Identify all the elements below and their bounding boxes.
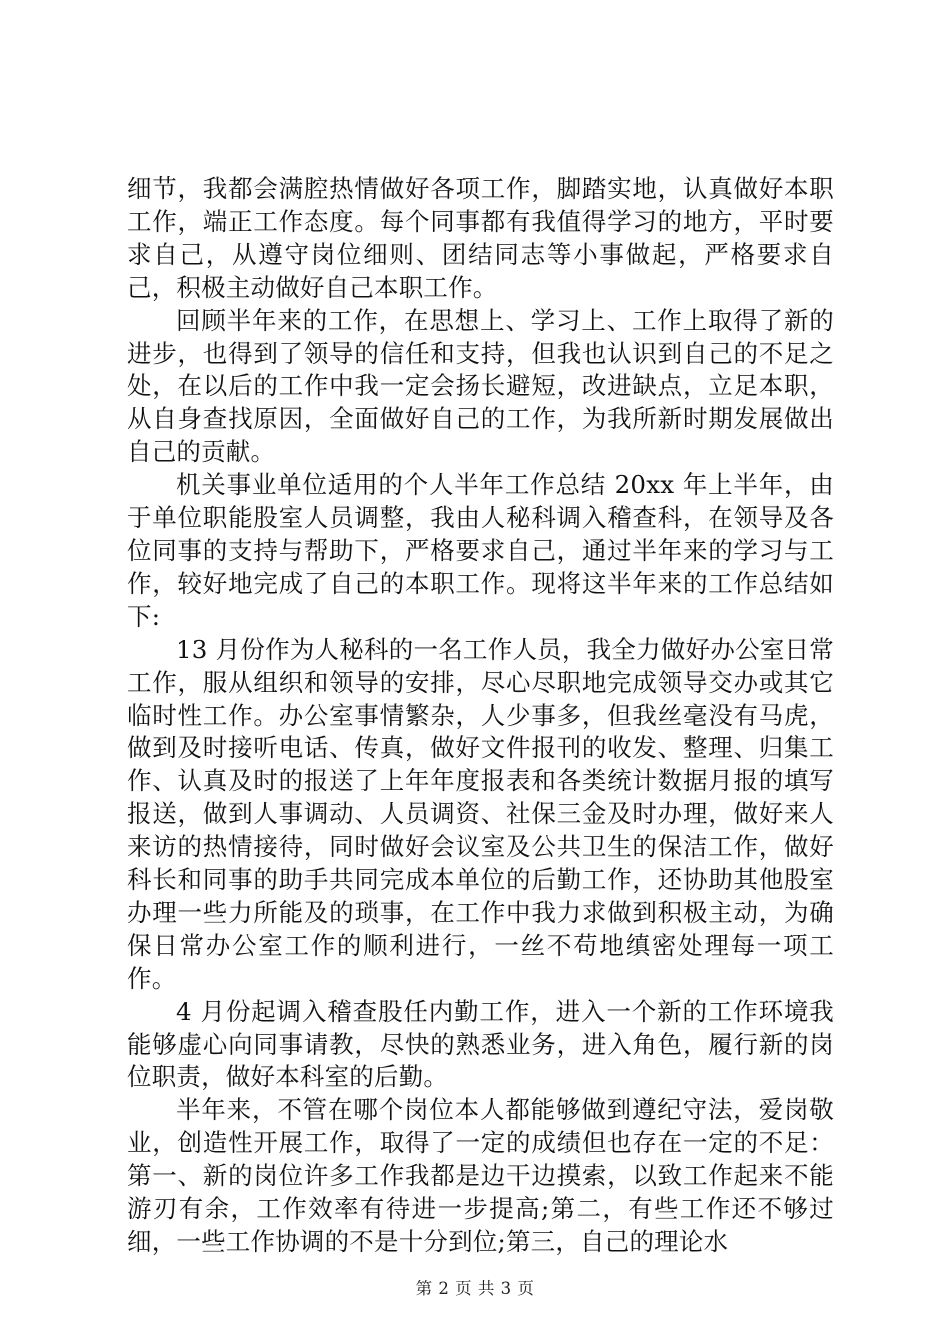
document-body [127, 173, 834, 1259]
paragraph-3: 机关事业单位适用的个人半年工作总结 20xx 年上半年，由于单位职能股室人员调整，我由人秘科调入稽查科，在领导及各位同事的支持与帮助下，严格要求自己，通过半年来的学习与工作，较好地完成了自己的本职工作。现将这半年来的工作总结如下: [127, 470, 834, 631]
paragraph-2: 回顾半年来的工作，在思想上、学习上、工作上取得了新的进步，也得到了领导的信任和支持，但我也认识到自己的不足之处，在以后的工作中我一定会扬长避短，改进缺点，立足本职，从自身查找原因，全面做好自己的工作，为我所新时期发展做出自己的贡献。 [127, 305, 834, 467]
page-number-footer: 第 2 页 共 3 页 [415, 1279, 535, 1298]
paragraph-1: 细节，我都会满腔热情做好各项工作，脚踏实地，认真做好本职工作，端正工作态度。每个同事都有我值得学习的地方，平时要求自己，从遵守岗位细则、团结同志等小事做起，严格要求自己，积极主动做好自己本职工作。 [127, 174, 834, 302]
paragraph-6: 半年来，不管在哪个岗位本人都能够做到遵纪守法，爱岗敬业，创造性开展工作，取得了一定的成绩但也存在一定的不足：第一、新的岗位许多工作我都是边干边摸索，以致工作起来不能游刃有余，工作效率有待进一步提高;第二，有些工作还不够过细，一些工作协调的不是十分到位;第三，自己的理论水 [127, 1095, 834, 1256]
paragraph-4: 13 月份作为人秘科的一名工作人员，我全力做好办公室日常工作，服从组织和领导的安排，尽心尽职地完成领导交办或其它临时性工作。办公室事情繁杂，人少事多，但我丝毫没有马虎，做到及时接听电话、传真，做好文件报刊的收发、整理、归集工作、认真及时的报送了上年年度报表和各类统计数据月报的填写报送，做到人事调动、人员调资、社保三金及时办理，做好来人来访的热情接待，同时做好会议室及公共卫生的保洁工作，做好科长和同事的助手共同完成本单位的后勤工作，还协助其他股室办理一些力所能及的琐事，在工作中我力求做到积极主动，为确保日常办公室工作的顺利进行，一丝不苟地缜密处理每一项工作。 [127, 634, 834, 993]
paragraph-5: 4 月份起调入稽查股任内勤工作，进入一个新的工作环境我能够虚心向同事请教，尽快的熟悉业务，进入角色，履行新的岗位职责，做好本科室的后勤。 [127, 996, 834, 1092]
